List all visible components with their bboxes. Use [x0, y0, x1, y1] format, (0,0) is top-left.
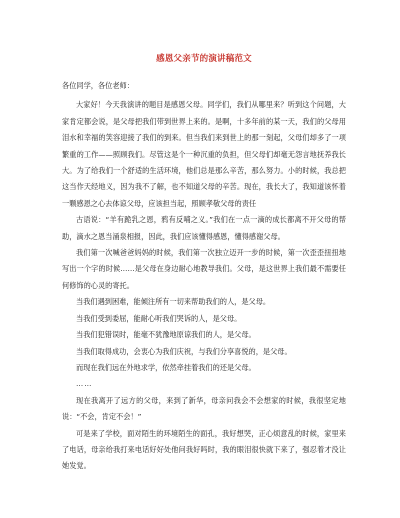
paragraph-grievance: 当我们受到委屈，能耐心听我们哭诉的人，是父母。 — [76, 313, 242, 323]
paragraph-success: 当我们取得成功，会衷心为我们庆祝，与我们分享喜悦的，是父母。 — [76, 346, 292, 356]
greeting: 各位同学，各位老师： — [62, 81, 134, 90]
paragraph-away: 而现在我们远在外地求学，依然牵挂着我们的还是父母。 — [76, 362, 256, 372]
paragraph-intro: 大家好！今天我演讲的题目是感恩父母。同学们，我们从哪里来？听到这个问题，大家肯定都会说，是父母把我们带到世界上来的。是啊，十多年前的某一天，我们的父母用泪水和幸福的笑容迎接了我们的到来。但当我们来到世上的那一刻起，父母们却多了一项繁重的工作——照顾我们。尽管这是个一种沉重的负担，但父母们却毫无怨言地抚养我长大。为了给我们一个舒适的生活环境，他们总是那么辛苦，那么努力。小的时候，我总把这当作天经地义，因为我不了解，也不知道父母的辛苦。现在，我长大了，我知道该怀着一颗感恩之心去体谅父母，应该担当起，照顾孝敬父母的责任 — [62, 100, 346, 208]
document-title: 感恩父亲节的演讲稿范文 — [156, 54, 252, 64]
ellipsis: …… — [76, 379, 93, 389]
paragraph-mistake: 当我们犯错误时，能毫不犹豫地原谅我们的人，是父母。 — [76, 330, 256, 340]
paragraph-difficulty: 当我们遇到困难，能倾注所有一切来帮助我们的人，是父母。 — [76, 297, 271, 307]
paragraph-leaving: 现在我离开了远方的父母，来到了新华，母亲问我会不会想家的时候，我很坚定地说：“不会，肯定不会！” — [62, 395, 346, 422]
paragraph-proverb: 古语说：“羊有跪乳之恩，鸦有反哺之义。”我们在一点一滴的成长都离不开父母的帮助，滴水之恩当涌泉相报，因此，我们应该懂得感恩，懂得感谢父母。 — [62, 215, 346, 241]
paragraph-school: 可是来了学校，面对陌生的环境陌生的面孔，我好想哭，正心烦意乱的时候，家里来了电话，母亲给我打来电话好好处他问我好吗时，我的眼泪很快就下来了，强忍着才没让她发觉。 — [62, 428, 346, 471]
paragraph-firsts: 我们第一次喊爸爸妈妈的时候，我们第一次独立迈开一步的时候，第一次歪歪扭扭地写出一个字的时候……是父母在身边耐心地教导我们。父母，是这世界上我们最不需要任何修饰的心灵的寄托。 — [62, 248, 346, 290]
